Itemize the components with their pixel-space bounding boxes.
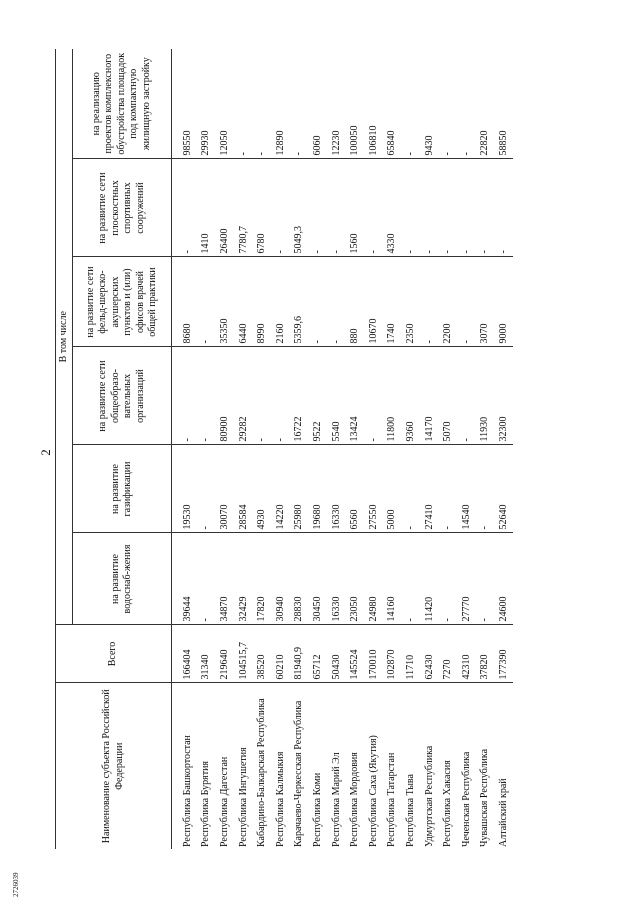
cell-sports: - [420, 159, 439, 257]
cell-complex: 9430 [420, 49, 439, 159]
cell-total: 60210 [271, 625, 290, 683]
cell-total: 170010 [364, 625, 383, 683]
cell-medical: 35350 [215, 257, 234, 347]
header-schools: на развитие сети общеобразо-вательных организаций [73, 347, 172, 445]
cell-water: 34870 [215, 533, 234, 625]
cell-gas: 14540 [457, 445, 476, 533]
cell-total: 11710 [401, 625, 420, 683]
cell-total: 50430 [327, 625, 346, 683]
cell-complex: 6060 [308, 49, 327, 159]
table-row [401, 49, 420, 849]
cell-complex: - [252, 49, 271, 159]
cell-complex: 12230 [327, 49, 346, 159]
cell-medical: 2200 [438, 257, 457, 347]
cell-sports: 6780 [252, 159, 271, 257]
table-row [234, 49, 253, 849]
table-row [215, 49, 234, 849]
cell-name: Республика Тыва [404, 774, 416, 847]
cell-schools: 9522 [308, 347, 327, 445]
cell-total: 65712 [308, 625, 327, 683]
table-row [457, 49, 476, 849]
cell-schools: 80900 [215, 347, 234, 445]
cell-complex: - [290, 49, 309, 159]
cell-schools: - [364, 347, 383, 445]
cell-gas: 4930 [252, 445, 271, 533]
cell-gas: 52640 [494, 445, 513, 533]
cell-medical: 3070 [476, 257, 495, 347]
table-row [197, 49, 216, 849]
cell-sports: - [271, 159, 290, 257]
cell-complex: - [438, 49, 457, 159]
cell-name: Республика Хакасия [442, 760, 454, 847]
cell-water: - [197, 533, 216, 625]
cell-gas: 25980 [290, 445, 309, 533]
cell-water: 30940 [271, 533, 290, 625]
cell-medical: 8680 [172, 257, 197, 347]
cell-schools: 13424 [345, 347, 364, 445]
cell-name: Кабардино-Балкарская Республика [256, 698, 268, 847]
cell-water: 17820 [252, 533, 271, 625]
cell-schools: 11800 [383, 347, 402, 445]
page-number: 2 [38, 449, 53, 456]
table-body [172, 49, 513, 849]
cell-name: Республика Башкортостан [181, 735, 193, 847]
cell-total: 31340 [197, 625, 216, 683]
cell-sports: - [172, 159, 197, 257]
cell-schools: 5540 [327, 347, 346, 445]
cell-complex: 12890 [271, 49, 290, 159]
cell-water: 39644 [172, 533, 197, 625]
cell-sports: - [401, 159, 420, 257]
cell-medical: - [457, 257, 476, 347]
cell-water: - [401, 533, 420, 625]
table-row [345, 49, 364, 849]
cell-gas: - [438, 445, 457, 533]
cell-complex: 106810 [364, 49, 383, 159]
header-gas: на развитие газификации [73, 445, 172, 533]
cell-sports: - [494, 159, 513, 257]
cell-total: 37820 [476, 625, 495, 683]
cell-gas: 14220 [271, 445, 290, 533]
cell-sports: 1410 [197, 159, 216, 257]
cell-sports: 5049,3 [290, 159, 309, 257]
cell-gas: 27550 [364, 445, 383, 533]
header-group: В том числе [56, 49, 73, 625]
cell-water: 14160 [383, 533, 402, 625]
cell-water: 32429 [234, 533, 253, 625]
cell-gas: 27410 [420, 445, 439, 533]
cell-sports: - [308, 159, 327, 257]
cell-sports: 1560 [345, 159, 364, 257]
table-row [252, 49, 271, 849]
cell-name: Республика Татарстан [386, 752, 398, 847]
cell-schools: 32300 [494, 347, 513, 445]
cell-name: Алтайский край [497, 778, 509, 847]
cell-schools: 16722 [290, 347, 309, 445]
table-row [383, 49, 402, 849]
cell-gas: 19680 [308, 445, 327, 533]
cell-total: 7270 [438, 625, 457, 683]
cell-name: Республика Саха (Якутия) [367, 735, 379, 847]
cell-sports: - [364, 159, 383, 257]
cell-name: Удмуртская Республика [423, 745, 435, 847]
cell-name: Республика Мордовия [349, 752, 361, 847]
cell-complex: 98550 [172, 49, 197, 159]
cell-total: 42310 [457, 625, 476, 683]
cell-water: - [438, 533, 457, 625]
cell-medical: - [327, 257, 346, 347]
cell-water: 27770 [457, 533, 476, 625]
cell-sports: 7780,7 [234, 159, 253, 257]
cell-schools: - [252, 347, 271, 445]
cell-name: Республика Коми [311, 772, 323, 847]
cell-schools: - [457, 347, 476, 445]
cell-water: 11420 [420, 533, 439, 625]
header-complex: на реализацию проектов комплексного обустройства площадок под компактную жилищную застройку [73, 49, 172, 159]
cell-name: Чеченская Республика [460, 751, 472, 847]
cell-total: 38520 [252, 625, 271, 683]
cell-medical: 10670 [364, 257, 383, 347]
table-row [308, 49, 327, 849]
cell-schools: 11930 [476, 347, 495, 445]
cell-gas: 5000 [383, 445, 402, 533]
cell-water: 28830 [290, 533, 309, 625]
cell-medical: 6440 [234, 257, 253, 347]
table-row [438, 49, 457, 849]
cell-schools: 5070 [438, 347, 457, 445]
cell-name: Республика Марий Эл [330, 752, 342, 847]
cell-medical: - [420, 257, 439, 347]
cell-name: Чувашская Республика [479, 748, 491, 847]
cell-total: 219640 [215, 625, 234, 683]
cell-schools: 9360 [401, 347, 420, 445]
cell-schools: - [271, 347, 290, 445]
cell-gas: - [476, 445, 495, 533]
cell-water: 23050 [345, 533, 364, 625]
table-row [364, 49, 383, 849]
cell-water: 16330 [327, 533, 346, 625]
cell-medical: 5359,6 [290, 257, 309, 347]
cell-complex: 12050 [215, 49, 234, 159]
cell-medical: - [308, 257, 327, 347]
cell-medical: - [197, 257, 216, 347]
document-code: 2726039 [12, 872, 20, 897]
cell-complex: 100050 [345, 49, 364, 159]
cell-total: 177390 [494, 625, 513, 683]
cell-schools: 29282 [234, 347, 253, 445]
cell-complex: 29930 [197, 49, 216, 159]
header-name: Наименование субъекта Российской Федерации [56, 683, 172, 849]
cell-name: Республика Ингушетия [237, 747, 249, 847]
cell-total: 62430 [420, 625, 439, 683]
table-row [494, 49, 513, 849]
cell-sports: 4330 [383, 159, 402, 257]
funding-table [55, 49, 513, 849]
cell-gas: - [197, 445, 216, 533]
cell-total: 102870 [383, 625, 402, 683]
cell-medical: 9000 [494, 257, 513, 347]
cell-total: 81940,9 [290, 625, 309, 683]
cell-gas: - [401, 445, 420, 533]
cell-name: Республика Дагестан [218, 756, 230, 847]
cell-complex: 65840 [383, 49, 402, 159]
cell-total: 145524 [345, 625, 364, 683]
cell-sports: - [476, 159, 495, 257]
table-row [271, 49, 290, 849]
cell-medical: 2160 [271, 257, 290, 347]
cell-water: 24600 [494, 533, 513, 625]
cell-gas: 28584 [234, 445, 253, 533]
cell-total: 166404 [172, 625, 197, 683]
header-sports: на развитие сети плоскостных спортивных сооружений [73, 159, 172, 257]
cell-name: Республика Калмыкия [274, 751, 286, 847]
cell-water: 30450 [308, 533, 327, 625]
cell-schools: 14170 [420, 347, 439, 445]
cell-complex: - [234, 49, 253, 159]
cell-water: - [476, 533, 495, 625]
cell-complex: - [401, 49, 420, 159]
table-row [172, 49, 197, 849]
cell-total: 104515,7 [234, 625, 253, 683]
cell-schools: - [172, 347, 197, 445]
table-row [290, 49, 309, 849]
cell-medical: 1740 [383, 257, 402, 347]
cell-sports: 26400 [215, 159, 234, 257]
cell-gas: 16330 [327, 445, 346, 533]
cell-sports: - [438, 159, 457, 257]
cell-schools: - [197, 347, 216, 445]
cell-complex: 58850 [494, 49, 513, 159]
cell-name: Республика Бурятия [200, 760, 212, 847]
cell-medical: 8990 [252, 257, 271, 347]
cell-sports: - [457, 159, 476, 257]
cell-medical: 880 [345, 257, 364, 347]
cell-complex: - [457, 49, 476, 159]
header-medical: на развитие сети фельд-шерско-акушерских пунктов и (или) офисов врачей общей практики [73, 257, 172, 347]
cell-water: 24980 [364, 533, 383, 625]
table-row [420, 49, 439, 849]
cell-sports: - [327, 159, 346, 257]
cell-gas: 6560 [345, 445, 364, 533]
cell-gas: 19530 [172, 445, 197, 533]
cell-medical: 2350 [401, 257, 420, 347]
table-row [327, 49, 346, 849]
cell-gas: 30070 [215, 445, 234, 533]
cell-name: Карачаево-Черкесская Республика [293, 700, 305, 847]
header-total: Всего [56, 625, 172, 683]
header-water: на развитие водоснаб-жения [73, 533, 172, 625]
cell-complex: 22820 [476, 49, 495, 159]
table-row [476, 49, 495, 849]
